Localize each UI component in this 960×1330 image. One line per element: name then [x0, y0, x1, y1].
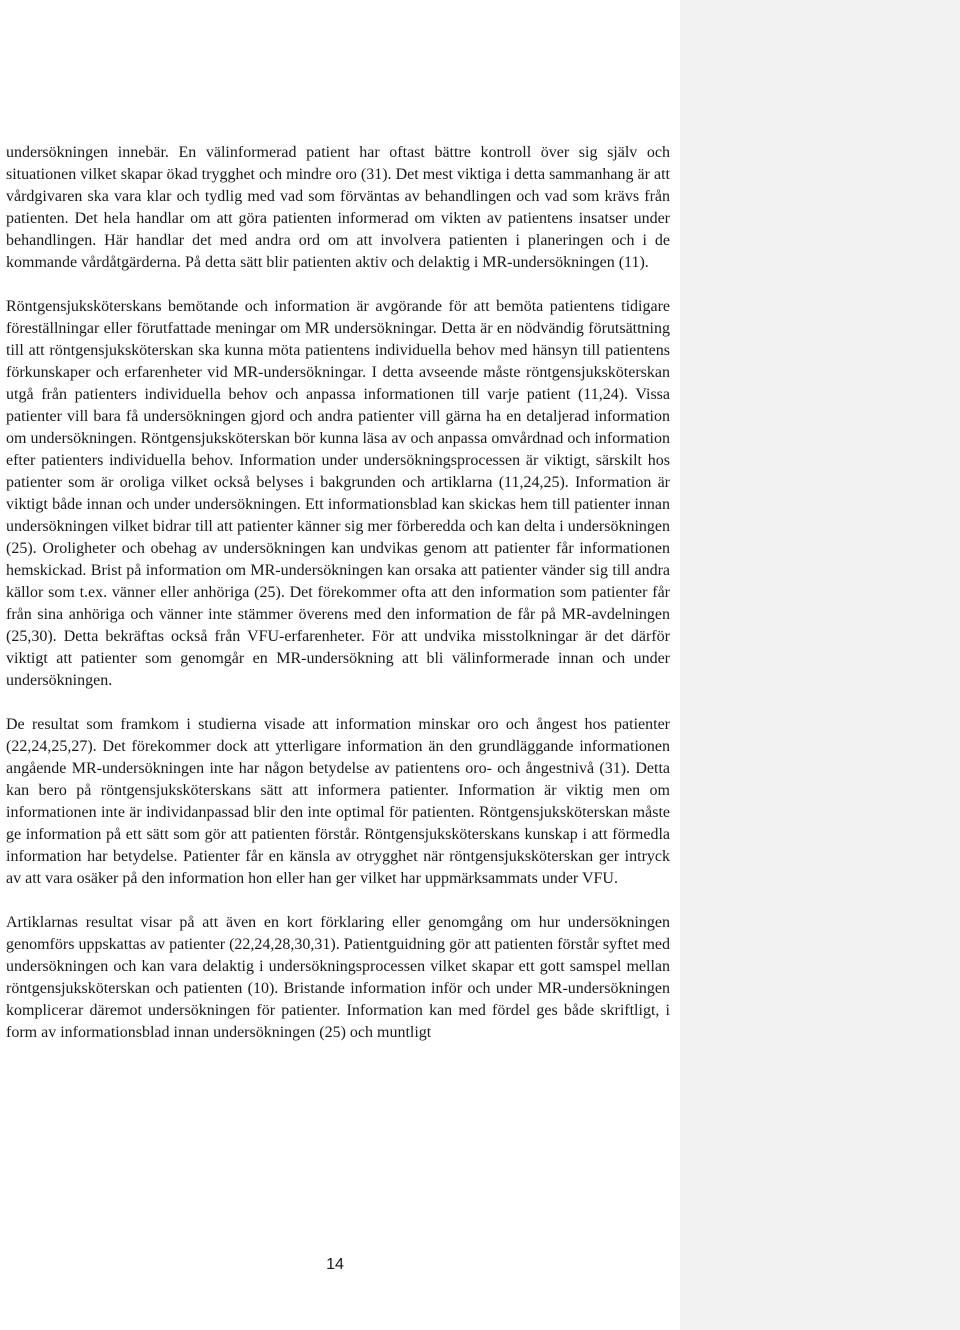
page-number: 14 — [326, 1256, 344, 1273]
paragraph-1: undersökningen innebär. En välinformerad patient har oftast bättre kontroll över sig själv och situationen vilket skapar ökad trygghet och mindre oro (31). Det mest viktiga i detta sammanhang är att vårdgivaren ska vara klar och tydlig med vad som förväntas av behandlingen och vad som krävs från patienten. Det hela handlar om att göra patienten informerad om vikten av patientens insatser under behandlingen. Här handlar det med andra ord om att involvera patienten i planeringen och i de kommande vårdåtgärderna. På detta sätt blir patienten aktiv och delaktig i MR-undersökningen (11). — [6, 144, 670, 271]
comment-margin-panel — [680, 0, 960, 1330]
paragraph-2: Röntgensjuksköterskans bemötande och information är avgörande för att bemöta patientens tidigare föreställningar eller förutfattade meningar om MR undersökningar. Detta är en nödvändig förutsättning till att röntgensjuksköterskan ska kunna möta patientens individuella behov med hänsyn till patientens förkunskaper och erfarenheter vid MR-undersökningar. I detta avseende måste röntgensjuksköterskan utgå från patienters individuella behov och anpassa informationen till varje patient (11,24). Vissa patienter vill bara få undersökningen gjord och andra patienter vill gärna ha en detaljerad information om undersökningen. Röntgensjuksköterskan bör kunna läsa av och anpassa omvårdnad och information efter patienters individuella behov. Information under undersökningsprocessen är viktigt, särskilt hos patienter som är oroliga vilket också belyses i bakgrunden och artiklarna (11,24,25). Information är viktigt både innan och under undersökningen. Ett informationsblad kan skickas hem till patienter innan undersökningen vilket bidrar till att patienter känner sig mer förberedda och kan delta i undersökningen (25). Oroligheter och obehag av undersökningen kan undvikas genom att patienter får informationen hemskickad. Brist på information om MR-undersökningen kan orsaka att patienter vänder sig till andra källor som t.ex. vänner eller anhöriga (25). Det förekommer ofta att den information som patienter får från sina anhöriga och vänner inte stämmer överens med den information de får på MR-avdelningen (25,30). Detta bekräftas också från VFU-erfarenheter. För att undvika misstolkningar är det därför viktigt att patienter som genomgår en MR-undersökning att bli välinformerade innan och under undersökningen. — [6, 298, 670, 689]
body-text — [6, 142, 670, 1044]
paragraph-4: Artiklarnas resultat visar på att även en kort förklaring eller genomgång om hur undersökningen genomförs uppskattas av patienter (22,24,28,30,31). Patientguidning gör att patienten förstår syftet med undersökningen och kan vara delaktig i undersökningsprocessen vilket skapar ett gott samspel mellan röntgensjuksköterskan och patienten (10). Bristande information inför och under MR-undersökningen komplicerar däremot undersökningen för patienter. Information kan med fördel ges både skriftligt, i form av informationsblad innan undersökningen (25) och muntligt — [6, 914, 670, 1041]
paragraph-3: De resultat som framkom i studierna visade att information minskar oro och ångest hos patienter (22,24,25,27). Det förekommer dock att ytterligare information än den grundläggande informationen angående MR-undersökningen inte har någon betydelse av patientens oro- och ångestnivå (31). Detta kan bero på röntgensjuksköterskans sätt att informera patienter. Information är viktig men om informationen inte är individanpassad blir den inte optimal för patienten. Röntgensjuksköterskan måste ge information på ett sätt som gör att patienten förstår. Röntgensjuksköterskans kunskap i att förmedla information har betydelse. Patienter får en känsla av otrygghet när röntgensjuksköterskan ger intryck av att vara osäker på den information hon eller han ger vilket har uppmärksammats under VFU. — [6, 716, 670, 887]
